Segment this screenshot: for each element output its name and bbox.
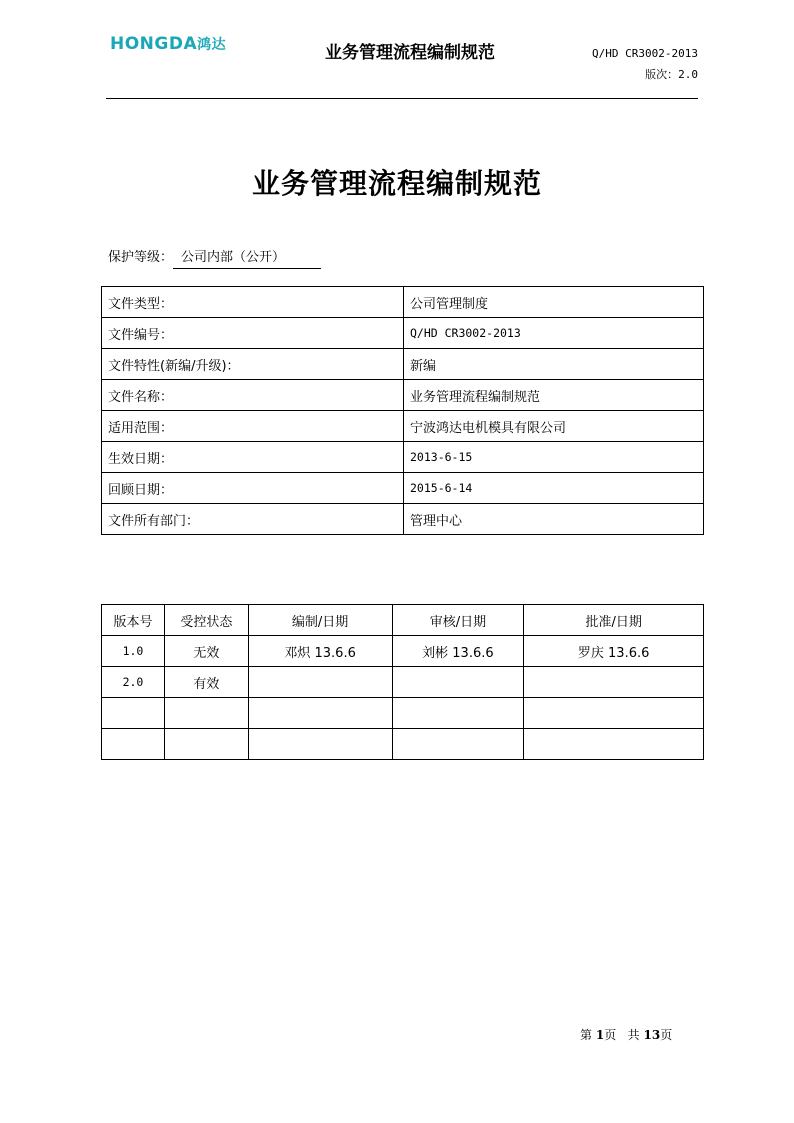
version-row [102, 667, 704, 698]
info-value: Q/HD CR3002-2013 [404, 318, 704, 349]
footer-page-number: 1 [595, 1028, 605, 1042]
header-divider [106, 98, 698, 99]
version-cell [392, 667, 524, 698]
info-label: 文件名称： [102, 380, 404, 411]
version-history-table [101, 604, 704, 760]
version-header-cell: 受控状态 [164, 605, 248, 636]
header-doc-code: Q/HD CR3002-2013 [592, 47, 698, 60]
version-cell [248, 667, 392, 698]
info-row [102, 287, 704, 318]
version-cell: 邓炽 13.6.6 [248, 636, 392, 667]
version-cell: 1.0 [102, 636, 165, 667]
info-value: 业务管理流程编制规范 [404, 380, 704, 411]
header-code-block [592, 43, 698, 85]
footer-page-suffix: 页 [604, 1028, 617, 1042]
version-cell [392, 729, 524, 760]
version-cell [248, 698, 392, 729]
info-row [102, 318, 704, 349]
info-row [102, 442, 704, 473]
protection-label: 保护等级： [108, 250, 174, 265]
version-cell [164, 729, 248, 760]
info-row [102, 473, 704, 504]
footer-total-number: 13 [643, 1028, 661, 1042]
protection-value: 公司内部（公开） [173, 246, 321, 269]
info-label: 文件特性(新编/升级)： [102, 349, 404, 380]
info-label: 回顾日期： [102, 473, 404, 504]
version-cell [164, 698, 248, 729]
info-row [102, 411, 704, 442]
version-cell [102, 729, 165, 760]
version-cell: 有效 [164, 667, 248, 698]
version-header-cell: 编制/日期 [248, 605, 392, 636]
info-label: 文件类型： [102, 287, 404, 318]
info-label: 生效日期： [102, 442, 404, 473]
company-logo [110, 34, 226, 54]
info-value: 2015-6-14 [404, 473, 704, 504]
version-row [102, 729, 704, 760]
version-header-cell: 版本号 [102, 605, 165, 636]
version-cell [102, 698, 165, 729]
version-cell: 2.0 [102, 667, 165, 698]
document-title: 业务管理流程编制规范 [251, 167, 542, 200]
footer-page-prefix: 第 [580, 1028, 593, 1042]
info-value: 宁波鸿达电机模具有限公司 [404, 411, 704, 442]
version-cell [524, 698, 704, 729]
info-value: 2013-6-15 [404, 442, 704, 473]
logo-text: HONGDA [110, 34, 198, 54]
header-title: 业务管理流程编制规范 [325, 43, 495, 63]
version-cell [524, 729, 704, 760]
info-label: 文件编号： [102, 318, 404, 349]
version-cell [248, 729, 392, 760]
version-row [102, 636, 704, 667]
version-header-cell: 批准/日期 [524, 605, 704, 636]
version-cell: 罗庆 13.6.6 [524, 636, 704, 667]
info-row [102, 504, 704, 535]
version-cell [524, 667, 704, 698]
header-version: 版次：2.0 [645, 68, 698, 81]
info-label: 文件所有部门： [102, 504, 404, 535]
version-cell [392, 698, 524, 729]
version-header-row [102, 605, 704, 636]
document-info-table [101, 286, 704, 535]
info-value: 公司管理制度 [404, 287, 704, 318]
page-footer [580, 1026, 672, 1043]
version-cell: 刘彬 13.6.6 [392, 636, 524, 667]
info-row [102, 380, 704, 411]
info-row [102, 349, 704, 380]
version-header-cell: 审核/日期 [392, 605, 524, 636]
protection-level [108, 246, 321, 269]
info-value: 新编 [404, 349, 704, 380]
info-label: 适用范围： [102, 411, 404, 442]
version-row [102, 698, 704, 729]
version-cell: 无效 [164, 636, 248, 667]
logo-cn: 鸿达 [197, 37, 227, 53]
footer-total-suffix: 页 [660, 1028, 673, 1042]
footer-total-prefix: 共 [627, 1028, 640, 1042]
info-value: 管理中心 [404, 504, 704, 535]
